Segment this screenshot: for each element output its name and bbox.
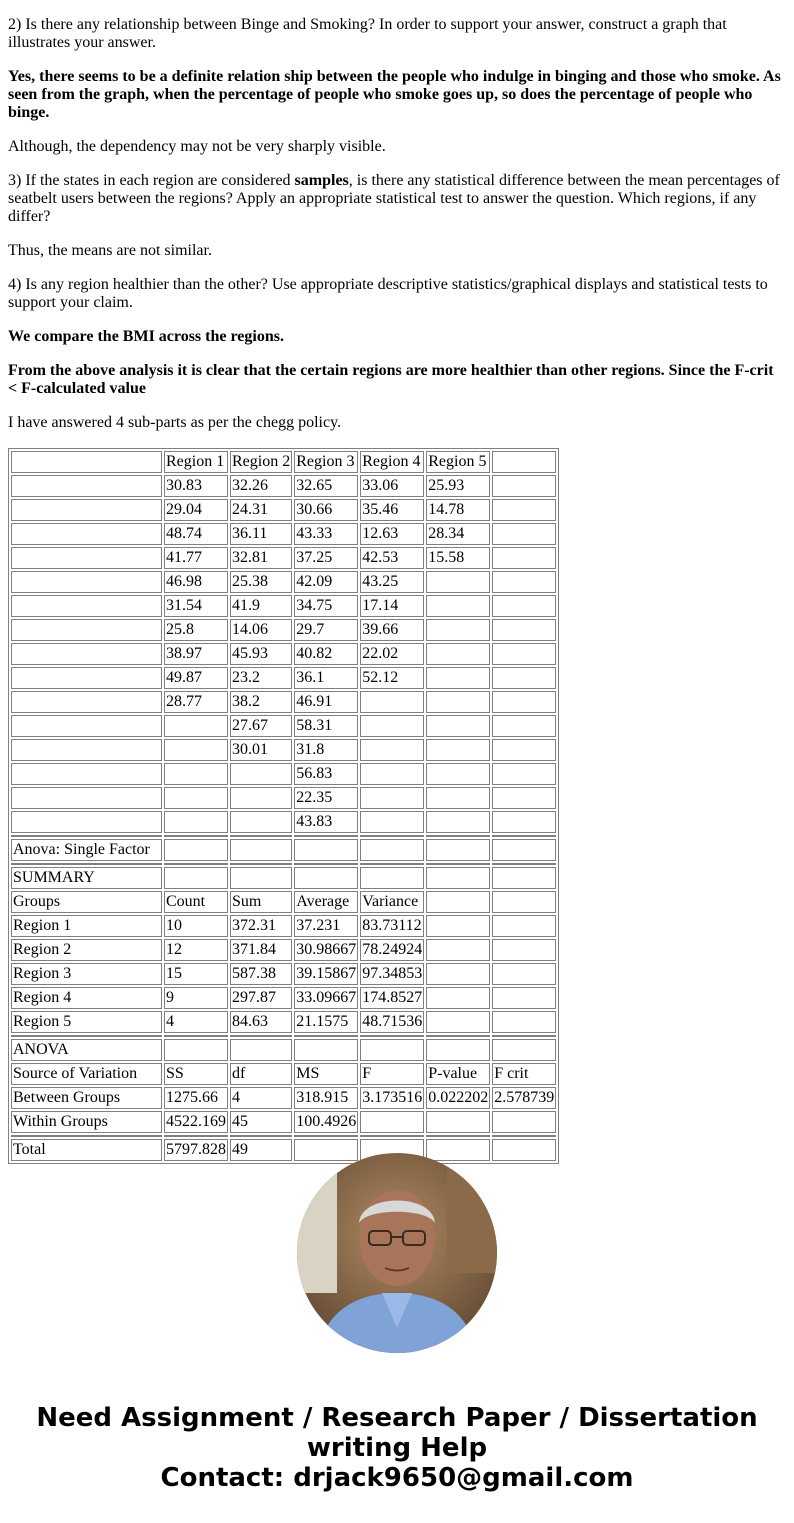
table-cell	[492, 1011, 556, 1033]
table-cell: 38.97	[164, 643, 228, 665]
table-cell: 32.26	[230, 475, 292, 497]
table-cell: 27.67	[230, 715, 292, 737]
table-row	[11, 739, 556, 761]
summary-row	[11, 939, 556, 961]
table-cell: 56.83	[294, 763, 358, 785]
table-cell: 83.73112	[360, 915, 424, 937]
table-cell	[360, 811, 424, 833]
table-row	[11, 787, 556, 809]
table-cell: 37.25	[294, 547, 358, 569]
table-cell	[360, 1111, 424, 1133]
table-cell: F crit	[492, 1063, 556, 1085]
table-cell	[11, 571, 162, 593]
table-row	[11, 475, 556, 497]
separator-cell	[11, 1135, 162, 1137]
table-row	[11, 763, 556, 785]
table-cell: Average	[294, 891, 358, 913]
table-cell	[360, 715, 424, 737]
table-cell	[294, 867, 358, 889]
table-cell: 29.7	[294, 619, 358, 641]
table-cell	[492, 667, 556, 689]
anova-data-table	[8, 448, 559, 1164]
table-cell	[426, 1039, 490, 1061]
table-cell: 33.06	[360, 475, 424, 497]
table-cell	[426, 667, 490, 689]
table-cell	[492, 739, 556, 761]
table-cell	[492, 499, 556, 521]
table-cell	[426, 867, 490, 889]
table-cell: 30.01	[230, 739, 292, 761]
table-cell	[164, 763, 228, 785]
table-cell: 1275.66	[164, 1087, 228, 1109]
table-cell	[492, 643, 556, 665]
table-cell	[11, 547, 162, 569]
table-cell: 58.31	[294, 715, 358, 737]
table-cell: ANOVA	[11, 1039, 162, 1061]
table-cell	[492, 839, 556, 861]
answer-2-note: Although, the dependency may not be very sharply visible.	[8, 138, 386, 155]
separator-cell	[230, 863, 292, 865]
table-cell: 42.53	[360, 547, 424, 569]
table-cell	[11, 595, 162, 617]
answer-4-text: We compare the BMI across the regions.	[8, 328, 284, 345]
table-cell	[492, 763, 556, 785]
table-cell: Variance	[360, 891, 424, 913]
question-2: 2) Is there any relationship between Binge and Smoking? In order to support your answer, construct a graph that illustrates your answer.	[8, 16, 727, 51]
table-row	[11, 595, 556, 617]
table-separator	[11, 863, 556, 865]
answer-3: Thus, the means are not similar.	[8, 242, 212, 259]
separator-cell	[360, 863, 424, 865]
table-cell	[426, 763, 490, 785]
table-row	[11, 643, 556, 665]
table-cell	[492, 571, 556, 593]
table-cell: Region 4	[11, 987, 162, 1009]
table-cell	[11, 739, 162, 761]
table-cell: 39.15867	[294, 963, 358, 985]
table-cell: SS	[164, 1063, 228, 1085]
table-cell	[492, 787, 556, 809]
table-cell: 32.65	[294, 475, 358, 497]
separator-cell	[11, 863, 162, 865]
table-cell	[360, 787, 424, 809]
table-cell: 4	[164, 1011, 228, 1033]
table-cell: 4	[230, 1087, 292, 1109]
table-cell: 43.33	[294, 523, 358, 545]
table-cell: Region 3	[11, 963, 162, 985]
anova-heading-row	[11, 1039, 556, 1061]
table-cell: Groups	[11, 891, 162, 913]
table-row	[11, 571, 556, 593]
table-cell: 43.83	[294, 811, 358, 833]
table-cell: 36.1	[294, 667, 358, 689]
table-cell	[294, 1139, 358, 1161]
table-cell: F	[360, 1063, 424, 1085]
table-cell	[492, 715, 556, 737]
table-cell	[360, 739, 424, 761]
table-cell	[492, 987, 556, 1009]
table-cell: 100.4926	[294, 1111, 358, 1133]
anova-row	[11, 1063, 556, 1085]
table-cell	[11, 451, 162, 473]
table-row	[11, 715, 556, 737]
table-cell	[426, 691, 490, 713]
table-cell: 29.04	[164, 499, 228, 521]
table-separator	[11, 1135, 556, 1137]
table-cell: Region 2	[11, 939, 162, 961]
author-photo-icon	[297, 1153, 497, 1353]
anova-row	[11, 1087, 556, 1109]
table-cell	[426, 839, 490, 861]
table-cell	[426, 939, 490, 961]
table-cell: 36.11	[230, 523, 292, 545]
anova-row	[11, 1111, 556, 1133]
anova-table-body	[11, 451, 556, 1161]
table-header-row	[11, 451, 556, 473]
table-cell	[11, 763, 162, 785]
table-cell	[426, 739, 490, 761]
table-cell: 12.63	[360, 523, 424, 545]
table-cell	[426, 1139, 490, 1161]
table-cell: 22.35	[294, 787, 358, 809]
table-cell	[492, 963, 556, 985]
table-cell: 587.38	[230, 963, 292, 985]
table-cell: 2.578739	[492, 1087, 556, 1109]
table-cell	[230, 839, 292, 861]
separator-cell	[11, 1035, 162, 1037]
table-cell	[11, 523, 162, 545]
table-cell: 40.82	[294, 643, 358, 665]
table-cell	[426, 811, 490, 833]
table-row	[11, 523, 556, 545]
table-cell	[11, 787, 162, 809]
table-cell	[164, 787, 228, 809]
separator-cell	[294, 835, 358, 837]
summary-row	[11, 987, 556, 1009]
table-cell: 35.46	[360, 499, 424, 521]
table-cell	[164, 1039, 228, 1061]
table-cell	[492, 1039, 556, 1061]
table-cell: 33.09667	[294, 987, 358, 1009]
table-cell	[230, 811, 292, 833]
table-cell	[230, 867, 292, 889]
separator-cell	[164, 1135, 228, 1137]
table-cell	[164, 739, 228, 761]
separator-cell	[360, 1135, 424, 1137]
table-cell: 45	[230, 1111, 292, 1133]
table-cell	[492, 867, 556, 889]
table-row	[11, 499, 556, 521]
table-cell: Region 5	[426, 451, 490, 473]
total-row	[11, 1139, 556, 1161]
table-cell	[426, 571, 490, 593]
table-cell: 9	[164, 987, 228, 1009]
summary-row	[11, 1011, 556, 1033]
table-cell: 49.87	[164, 667, 228, 689]
footer-line-1: Need Assignment / Research Paper / Dissertation	[36, 1403, 758, 1433]
table-cell: 49	[230, 1139, 292, 1161]
author-avatar	[297, 1153, 497, 1353]
table-cell	[492, 1139, 556, 1161]
table-cell	[426, 595, 490, 617]
table-cell: 30.83	[164, 475, 228, 497]
table-cell: 46.98	[164, 571, 228, 593]
table-cell	[492, 811, 556, 833]
table-separator	[11, 835, 556, 837]
table-cell	[492, 891, 556, 913]
table-cell: 78.24924	[360, 939, 424, 961]
table-cell: 15.58	[426, 547, 490, 569]
table-cell	[492, 595, 556, 617]
separator-cell	[164, 835, 228, 837]
separator-cell	[492, 863, 556, 865]
table-cell: 25.38	[230, 571, 292, 593]
table-cell: 14.06	[230, 619, 292, 641]
table-cell: 28.34	[426, 523, 490, 545]
table-cell: Source of Variation	[11, 1063, 162, 1085]
question-3	[8, 172, 786, 226]
table-cell: Region 1	[11, 915, 162, 937]
table-cell: 371.84	[230, 939, 292, 961]
table-cell: 34.75	[294, 595, 358, 617]
separator-cell	[426, 1135, 490, 1137]
table-cell	[426, 619, 490, 641]
table-cell: 30.66	[294, 499, 358, 521]
table-cell	[492, 939, 556, 961]
table-cell: 4522.169	[164, 1111, 228, 1133]
table-row	[11, 619, 556, 641]
answer-2-text: Yes, there seems to be a definite relation ship between the people who indulge in binging and those who smoke. As seen from the graph, when the percentage of people who smoke goes up, so does the percentage of people who binge.	[8, 68, 781, 121]
table-cell	[164, 839, 228, 861]
table-cell: 32.81	[230, 547, 292, 569]
separator-cell	[426, 835, 490, 837]
table-cell	[360, 867, 424, 889]
table-cell: 21.1575	[294, 1011, 358, 1033]
table-cell	[11, 643, 162, 665]
separator-cell	[230, 1135, 292, 1137]
table-cell	[492, 915, 556, 937]
separator-cell	[164, 1035, 228, 1037]
table-cell: 38.2	[230, 691, 292, 713]
table-cell: 17.14	[360, 595, 424, 617]
table-cell	[11, 499, 162, 521]
table-cell: Region 4	[360, 451, 424, 473]
table-cell: 24.31	[230, 499, 292, 521]
table-row	[11, 667, 556, 689]
table-cell	[426, 987, 490, 1009]
answer-4	[8, 328, 786, 346]
table-cell: 31.54	[164, 595, 228, 617]
table-cell	[360, 691, 424, 713]
table-cell	[11, 691, 162, 713]
table-cell: 5797.828	[164, 1139, 228, 1161]
document-body	[8, 0, 786, 1164]
table-cell: 25.8	[164, 619, 228, 641]
answer-4-conclusion	[8, 362, 786, 398]
question-3-pre: 3) If the states in each region are considered	[8, 172, 295, 189]
table-cell	[492, 619, 556, 641]
table-cell	[11, 667, 162, 689]
table-cell: 97.34853	[360, 963, 424, 985]
separator-cell	[492, 1035, 556, 1037]
table-cell: 41.9	[230, 595, 292, 617]
table-cell: 0.022202	[426, 1087, 490, 1109]
table-cell	[230, 763, 292, 785]
table-cell: 42.09	[294, 571, 358, 593]
table-cell	[426, 787, 490, 809]
table-cell: 30.98667	[294, 939, 358, 961]
table-cell	[492, 451, 556, 473]
separator-cell	[294, 863, 358, 865]
separator-cell	[426, 863, 490, 865]
table-separator	[11, 1035, 556, 1037]
table-cell	[294, 839, 358, 861]
table-cell	[492, 547, 556, 569]
table-cell: 43.25	[360, 571, 424, 593]
separator-cell	[360, 835, 424, 837]
table-cell	[360, 839, 424, 861]
table-cell: 23.2	[230, 667, 292, 689]
separator-cell	[230, 1035, 292, 1037]
table-row	[11, 811, 556, 833]
table-cell	[11, 811, 162, 833]
table-cell: 48.74	[164, 523, 228, 545]
table-cell	[492, 1111, 556, 1133]
table-cell: 372.31	[230, 915, 292, 937]
separator-cell	[492, 835, 556, 837]
table-cell: Within Groups	[11, 1111, 162, 1133]
table-row	[11, 691, 556, 713]
separator-cell	[164, 863, 228, 865]
table-cell	[164, 867, 228, 889]
question-3-post: , is there any statistical difference between the mean percentages of seatbelt users between the regions? Apply an appropriate statistical test to answer the question. Which regions, if any differ?	[8, 172, 780, 225]
answer-4-conclusion-text: From the above analysis it is clear that the certain regions are more healthier than other regions. Since the F-crit < F-calculated value	[8, 362, 774, 397]
table-cell: 48.71536	[360, 1011, 424, 1033]
table-cell: 318.915	[294, 1087, 358, 1109]
table-cell: Total	[11, 1139, 162, 1161]
table-cell	[230, 787, 292, 809]
anova-title-row	[11, 839, 556, 861]
table-cell	[426, 891, 490, 913]
table-cell: Between Groups	[11, 1087, 162, 1109]
table-cell: Region 3	[294, 451, 358, 473]
table-cell	[426, 643, 490, 665]
table-cell: MS	[294, 1063, 358, 1085]
separator-cell	[360, 1035, 424, 1037]
question-4: 4) Is any region healthier than the other? Use appropriate descriptive statistics/graphical displays and statistical tests to support your claim.	[8, 276, 768, 311]
table-cell: 41.77	[164, 547, 228, 569]
table-cell: 39.66	[360, 619, 424, 641]
separator-cell	[426, 1035, 490, 1037]
table-cell: 22.02	[360, 643, 424, 665]
table-cell	[11, 475, 162, 497]
table-cell	[164, 811, 228, 833]
table-cell: 84.63	[230, 1011, 292, 1033]
table-cell	[360, 1039, 424, 1061]
promo-footer	[0, 1403, 794, 1493]
table-cell: 10	[164, 915, 228, 937]
footer-line-2: writing Help	[306, 1433, 488, 1463]
table-cell: 31.8	[294, 739, 358, 761]
table-cell: Region 5	[11, 1011, 162, 1033]
table-cell: 45.93	[230, 643, 292, 665]
table-cell	[426, 915, 490, 937]
table-cell	[426, 1111, 490, 1133]
table-cell: 25.93	[426, 475, 490, 497]
separator-cell	[11, 835, 162, 837]
table-cell: 3.173516	[360, 1087, 424, 1109]
summary-title-row	[11, 867, 556, 889]
table-cell	[164, 715, 228, 737]
table-cell: SUMMARY	[11, 867, 162, 889]
table-cell	[492, 691, 556, 713]
table-cell: 28.77	[164, 691, 228, 713]
separator-cell	[294, 1035, 358, 1037]
table-cell	[426, 1011, 490, 1033]
table-cell	[426, 963, 490, 985]
table-cell: 15	[164, 963, 228, 985]
answer-2	[8, 68, 786, 122]
summary-row	[11, 915, 556, 937]
table-cell: 52.12	[360, 667, 424, 689]
table-cell	[11, 619, 162, 641]
table-row	[11, 547, 556, 569]
table-cell: 174.8527	[360, 987, 424, 1009]
table-cell: df	[230, 1063, 292, 1085]
table-cell	[426, 715, 490, 737]
table-cell: Count	[164, 891, 228, 913]
separator-cell	[294, 1135, 358, 1137]
table-cell: Sum	[230, 891, 292, 913]
summary-row	[11, 891, 556, 913]
table-cell	[492, 523, 556, 545]
table-cell: Anova: Single Factor	[11, 839, 162, 861]
question-3-bold: samples	[294, 172, 349, 189]
table-cell: 14.78	[426, 499, 490, 521]
table-cell	[230, 1039, 292, 1061]
summary-row	[11, 963, 556, 985]
table-cell: Region 2	[230, 451, 292, 473]
table-cell: 297.87	[230, 987, 292, 1009]
policy-note: I have answered 4 sub-parts as per the chegg policy.	[8, 414, 342, 431]
footer-line-3: Contact: drjack9650@gmail.com	[160, 1463, 634, 1493]
table-cell	[492, 475, 556, 497]
table-cell: 37.231	[294, 915, 358, 937]
table-cell: 46.91	[294, 691, 358, 713]
table-cell	[360, 763, 424, 785]
table-cell: P-value	[426, 1063, 490, 1085]
separator-cell	[230, 835, 292, 837]
table-cell: Region 1	[164, 451, 228, 473]
table-cell: 12	[164, 939, 228, 961]
separator-cell	[492, 1135, 556, 1137]
table-cell	[11, 715, 162, 737]
table-cell	[294, 1039, 358, 1061]
